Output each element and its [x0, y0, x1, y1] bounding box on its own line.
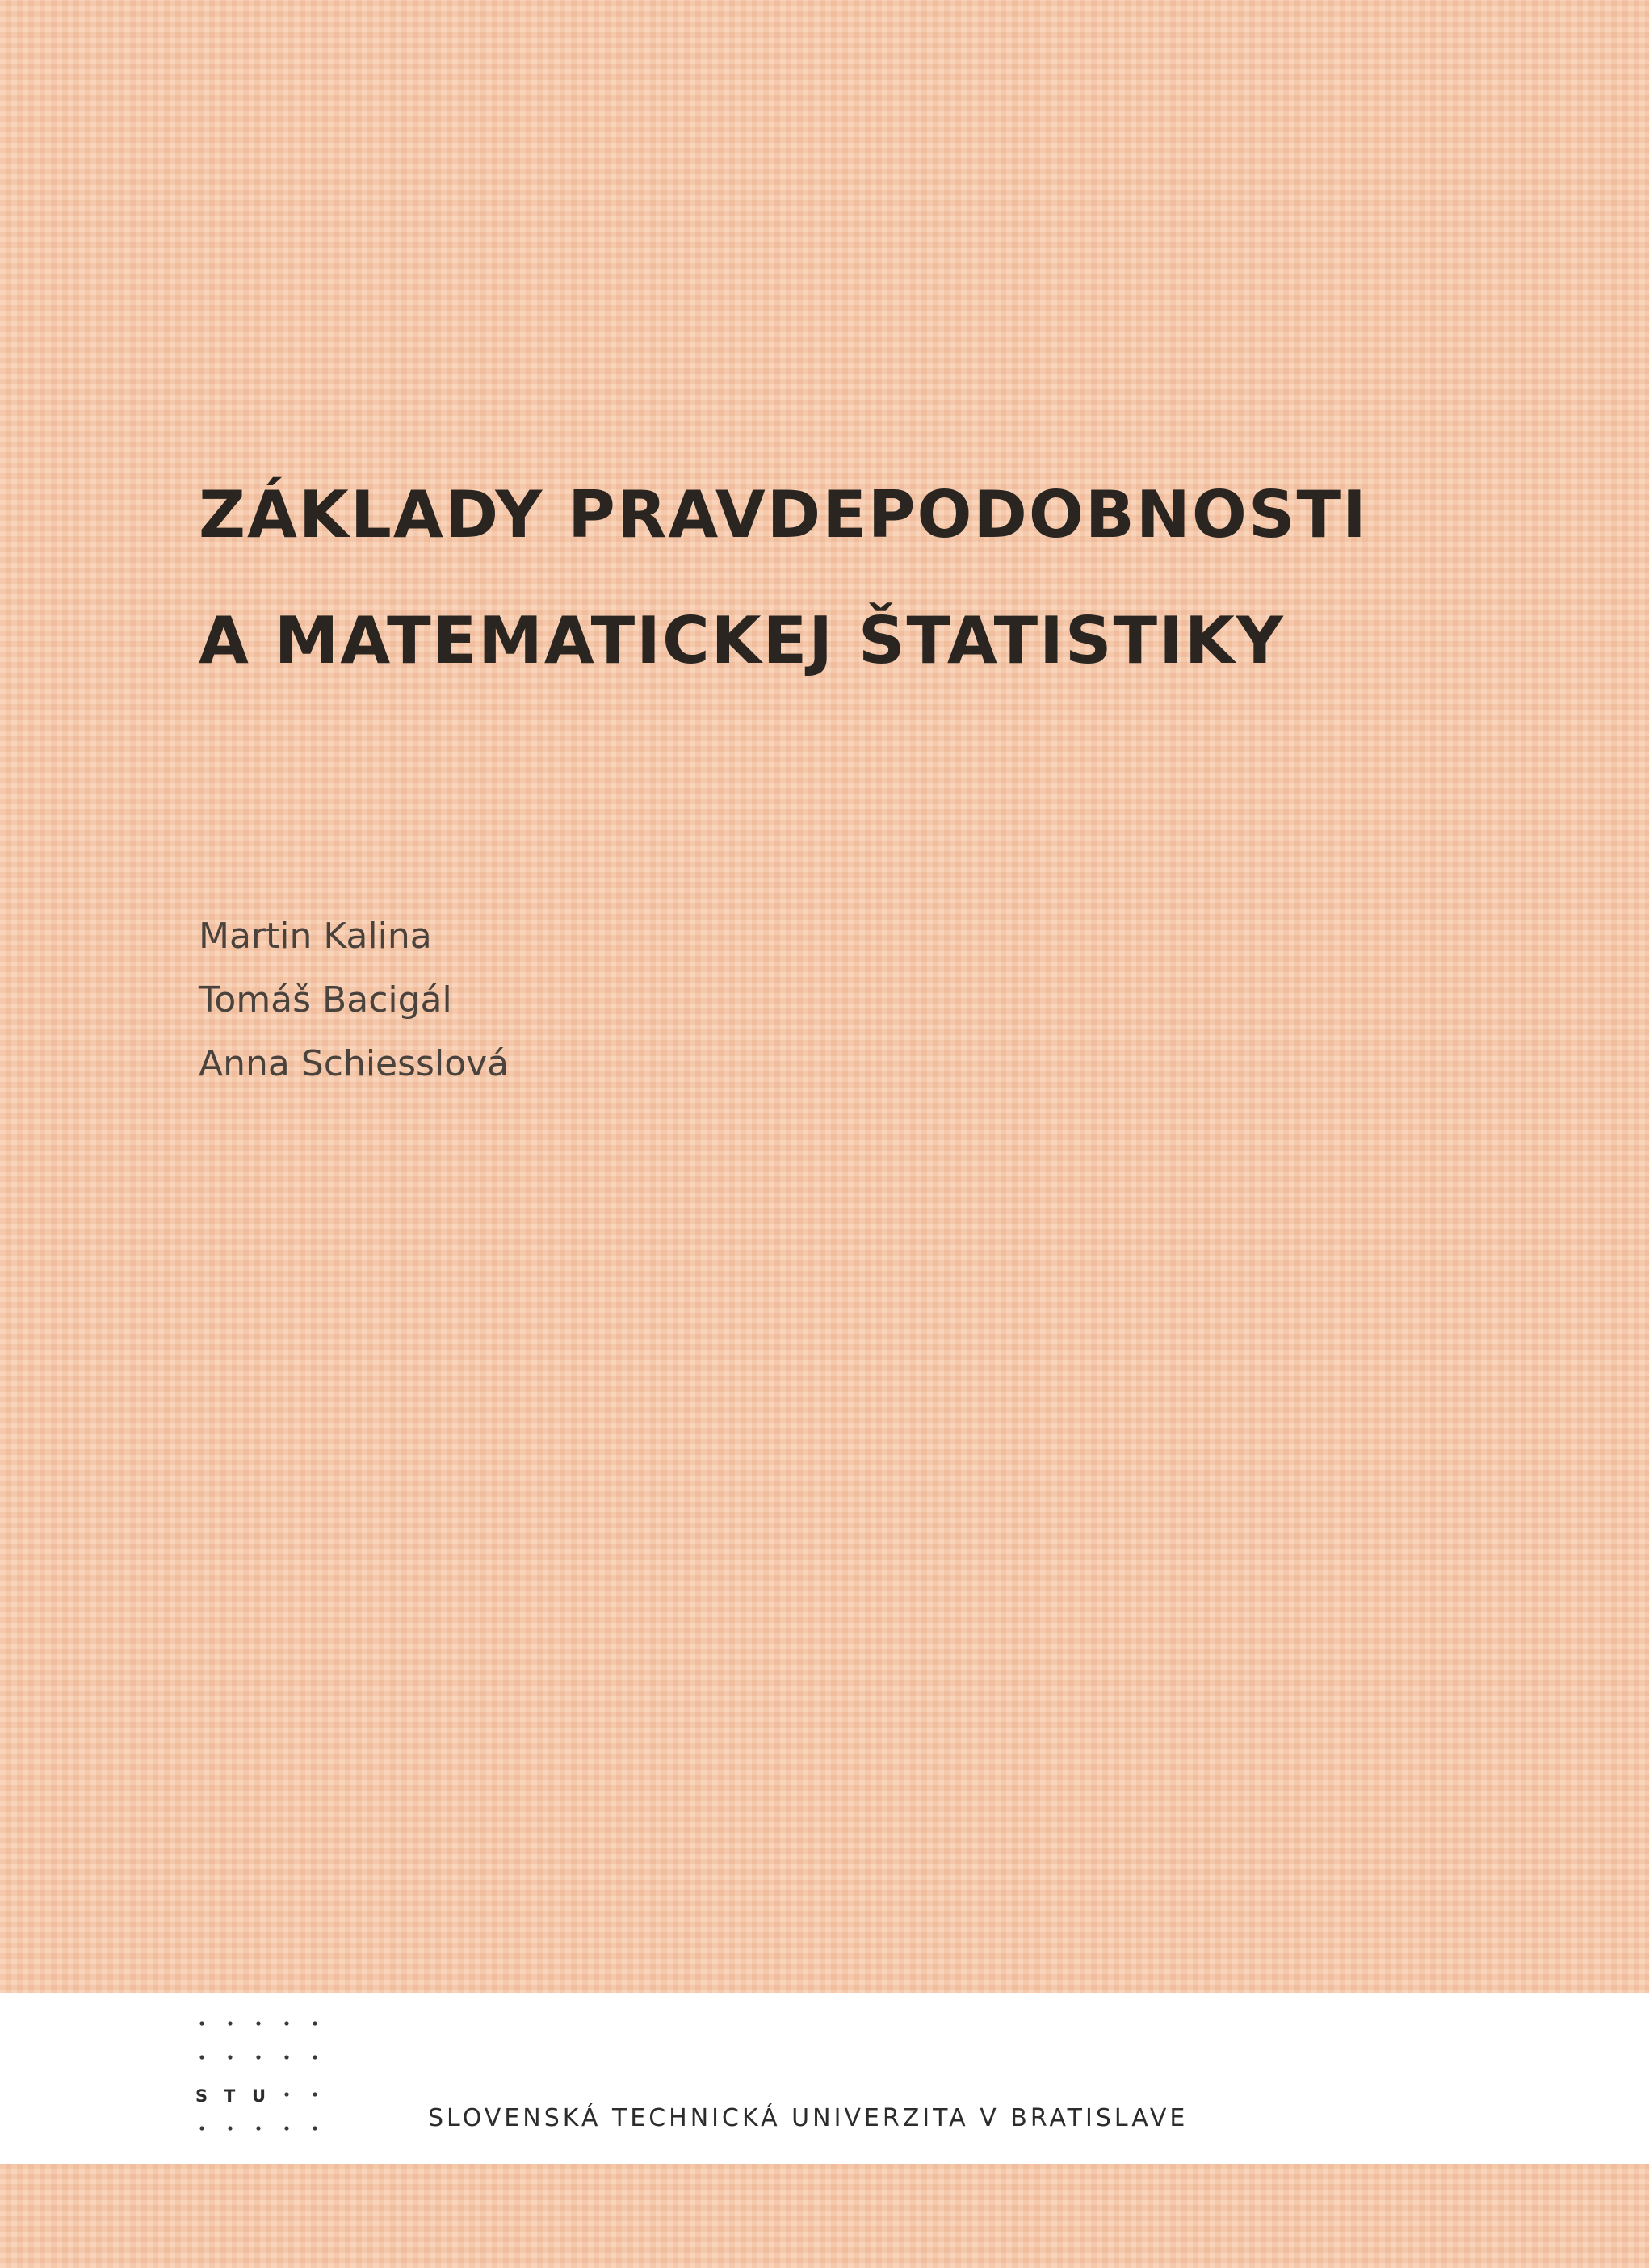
logo-letters: [195, 2086, 280, 2106]
title-line-1: ZÁKLADY PRAVDEPODOBNOSTI: [199, 477, 1368, 552]
logo-dots-icon: [195, 2017, 349, 2138]
author-name: Martin Kalina: [199, 916, 432, 957]
publisher-name: SLOVENSKÁ TECHNICKÁ UNIVERZITA V BRATISLAVE: [428, 2104, 1189, 2132]
author-list: [199, 916, 510, 1110]
author-name: Anna Schiesslová: [199, 1043, 510, 1084]
book-title: [199, 477, 1571, 678]
title-line-2: A MATEMATICKEJ ŠTATISTIKY: [199, 603, 1285, 678]
logo-letter: S: [195, 2086, 208, 2106]
logo-letter: T: [224, 2086, 236, 2106]
logo-letter: U: [252, 2086, 266, 2106]
author-name: Tomáš Bacigál: [199, 979, 452, 1021]
stu-logo: [195, 2017, 349, 2138]
